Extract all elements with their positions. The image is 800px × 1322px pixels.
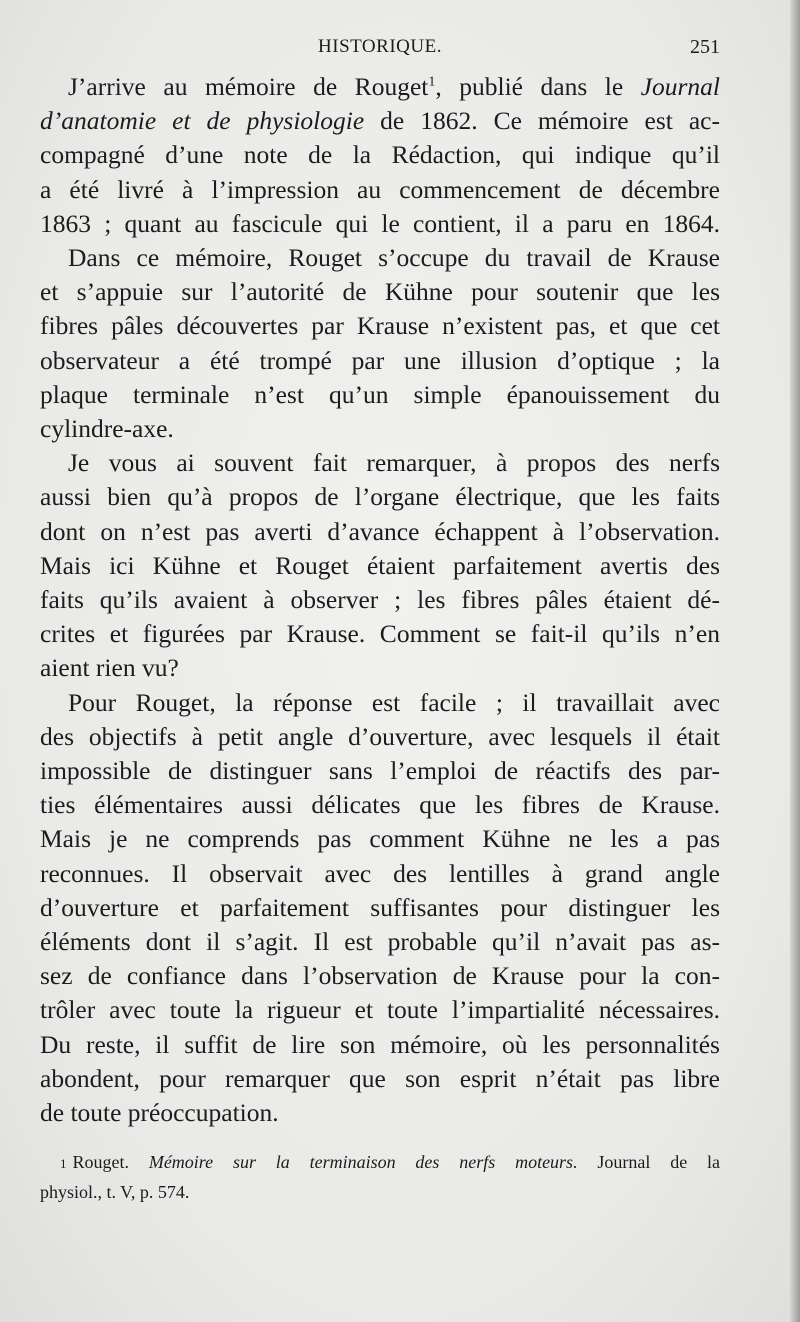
- text-line: observateur a été trompé par une illusion d’optique ; la: [40, 345, 720, 375]
- running-head: HISTORIQUE.: [318, 36, 442, 57]
- text-line: Du reste, il suffit de lire son mémoire, où les personnalités: [40, 1029, 720, 1059]
- text-line: trôler avec toute la rigueur et toute l’impartialité nécessaires.: [40, 995, 720, 1025]
- body-text: [40, 70, 720, 1130]
- text-line: d’anatomie et de physiologie de 1862. Ce mémoire est ac-: [40, 106, 720, 136]
- text-line: Pour Rouget, la réponse est facile ; il travaillait avec: [68, 687, 720, 717]
- text-line: Mais je ne comprends pas comment Kühne ne les a pas: [40, 824, 720, 854]
- text-line: plaque terminale n’est qu’un simple épanouissement du: [40, 379, 720, 409]
- text-line: reconnues. Il observait avec des lentilles à grand angle: [40, 858, 720, 888]
- text-line: ties élémentaires aussi délicates que les fibres de Krause.: [40, 790, 720, 820]
- footnote-number: 1: [60, 1156, 67, 1171]
- page-header: [40, 30, 720, 64]
- footnote: [40, 1148, 720, 1206]
- text-line: d’ouverture et parfaitement suffisantes pour distinguer les: [40, 892, 720, 922]
- text-line: 1863 ; quant au fascicule qui le contient, il a paru en 1864.: [40, 208, 720, 238]
- text-line: Je vous ai souvent fait remarquer, à propos des nerfs: [68, 448, 720, 478]
- footnote-ref[interactable]: 1: [428, 74, 436, 90]
- text-line: sez de confiance dans l’observation de Krause pour la con-: [40, 961, 720, 991]
- text-line: abondent, pour remarquer que son esprit n’était pas libre: [40, 1063, 720, 1093]
- text-line: dont on n’est pas averti d’avance échappent à l’observation.: [40, 516, 720, 546]
- text-line: Dans ce mémoire, Rouget s’occupe du travail de Krause: [68, 243, 720, 273]
- text-line: crites et figurées par Krause. Comment se fait-il qu’ils n’en: [40, 619, 720, 649]
- text-line: éléments dont il s’agit. Il est probable qu’il n’avait pas as-: [40, 927, 720, 957]
- text-line: faits qu’ils avaient à observer ; les fibres pâles étaient dé-: [40, 585, 720, 615]
- text-line: fibres pâles découvertes par Krause n’existent pas, et que cet: [40, 311, 720, 341]
- text-line: impossible de distinguer sans l’emploi de réactifs des par-: [40, 756, 720, 786]
- text-line: de toute préoccupation.: [40, 1098, 279, 1128]
- text-line: compagné d’une note de la Rédaction, qui indique qu’il: [40, 140, 720, 170]
- text-line: cylindre-axe.: [40, 414, 174, 444]
- text-line: a été livré à l’impression au commencement de décembre: [40, 174, 720, 204]
- text-line: J’arrive au mémoire de Rouget$^1$, publié dans le Journal: [68, 72, 720, 101]
- footnote-line: 1 Rouget. Mémoire sur la terminaison des nerfs moteurs. Journal de la: [60, 1152, 721, 1172]
- text-line: et s’appuie sur l’autorité de Kühne pour soutenir que les: [40, 277, 720, 307]
- text-line: Mais ici Kühne et Rouget étaient parfaitement avertis des: [40, 550, 720, 580]
- page-edge-shadow: [790, 0, 800, 1322]
- text-line: aussi bien qu’à propos de l’organe électrique, que les faits: [40, 482, 720, 512]
- page-number: 251: [690, 36, 720, 58]
- text-line: aient rien vu?: [40, 653, 179, 683]
- text-line: des objectifs à petit angle d’ouverture, avec lesquels il était: [40, 721, 720, 751]
- footnote-line: physiol., t. V, p. 574.: [40, 1182, 190, 1202]
